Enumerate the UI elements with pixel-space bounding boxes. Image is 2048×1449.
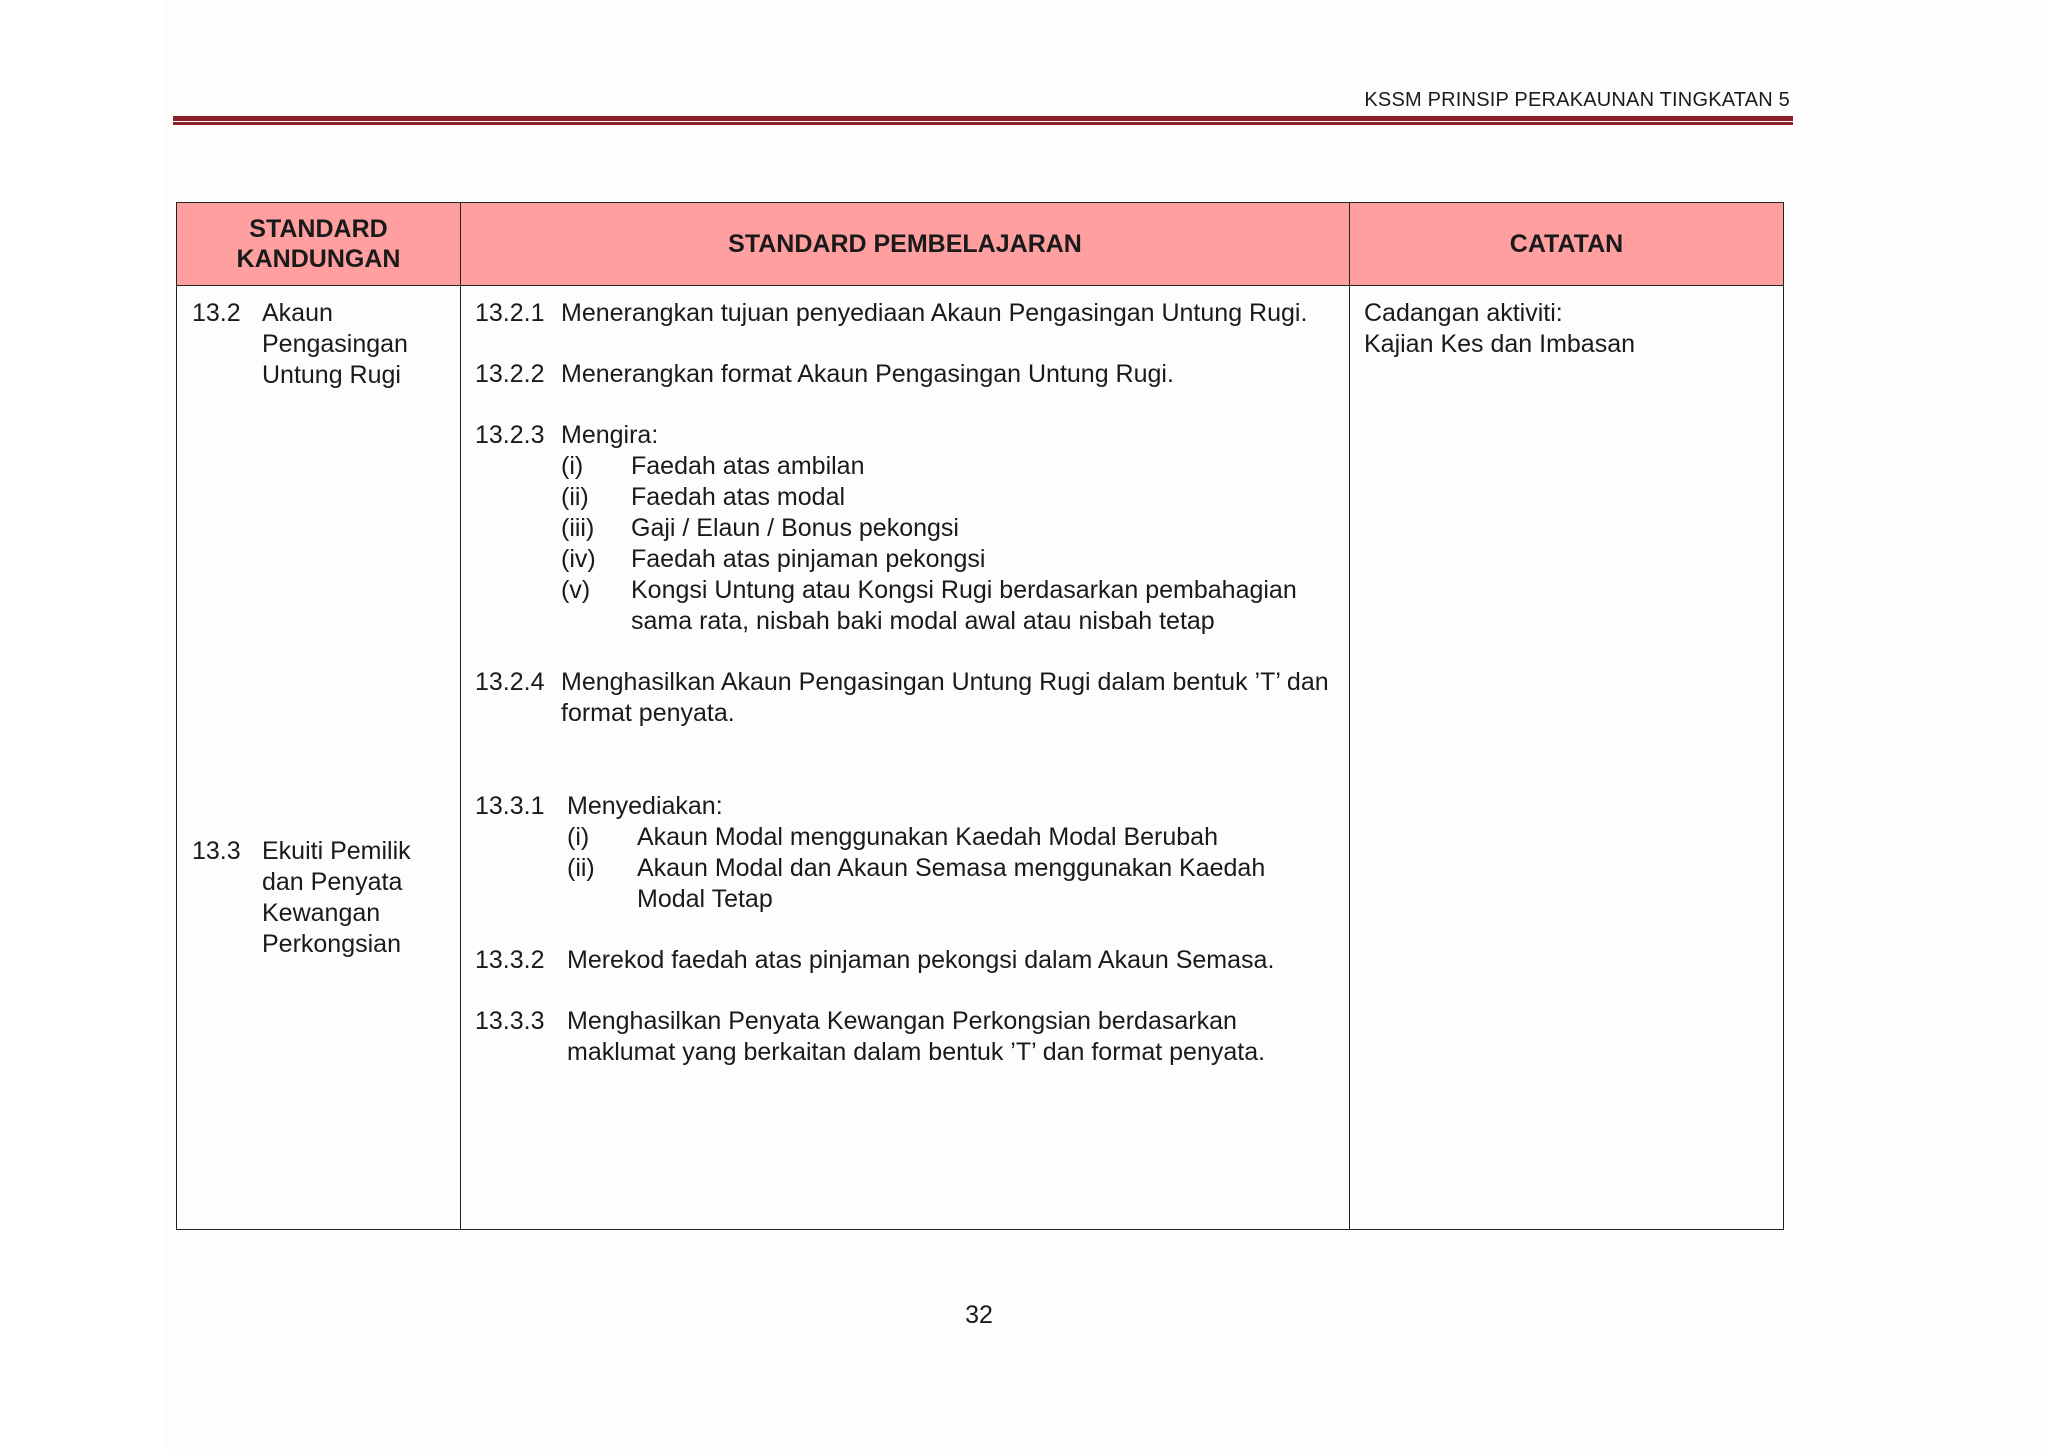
pembelajaran-item <box>475 1006 1340 1068</box>
sub-item-number: (iv) <box>561 545 596 573</box>
sub-item-text: Gaji / Elaun / Bonus pekongsi <box>631 514 959 542</box>
pembelajaran-item <box>475 791 1340 915</box>
pembelajaran-number: 13.3.2 <box>475 946 545 974</box>
kandungan-item <box>178 298 459 391</box>
column-header-kandungan-label: STANDARD KANDUNGAN <box>236 215 401 273</box>
pembelajaran-number: 13.2.4 <box>475 668 545 696</box>
kandungan-number: 13.2 <box>192 299 241 327</box>
sub-item-text: Faedah atas ambilan <box>631 452 865 480</box>
catatan-line: Kajian Kes dan Imbasan <box>1364 330 1636 358</box>
sub-item <box>561 513 1340 544</box>
column-header-pembelajaran: STANDARD PEMBELAJARAN <box>461 203 1350 286</box>
pembelajaran-item <box>475 298 1340 329</box>
sub-item <box>561 544 1340 575</box>
sub-item-number: (i) <box>567 823 590 851</box>
header-rule <box>173 116 1793 121</box>
pembelajaran-text: Menerangkan tujuan penyediaan Akaun Pengasingan Untung Rugi. <box>561 299 1308 327</box>
pembelajaran-text: Menerangkan format Akaun Pengasingan Untung Rugi. <box>561 360 1174 388</box>
pembelajaran-number: 13.3.1 <box>475 792 545 820</box>
cell-catatan <box>1350 286 1784 1230</box>
sub-item-number: (ii) <box>567 854 595 882</box>
sub-item-text: Akaun Modal menggunakan Kaedah Modal Berubah <box>637 823 1218 851</box>
sub-item-text: Kongsi Untung atau Kongsi Rugi berdasarkan pembahagian sama rata, nisbah baki modal awal atau nisbah tetap <box>631 576 1297 635</box>
catatan-line: Cadangan aktiviti: <box>1364 299 1563 327</box>
sub-item <box>561 482 1340 513</box>
pembelajaran-text: Menghasilkan Akaun Pengasingan Untung Rugi dalam bentuk ’T’ dan format penyata. <box>561 668 1329 727</box>
cell-kandungan <box>177 286 461 1230</box>
pembelajaran-number: 13.3.3 <box>475 1007 545 1035</box>
sub-item-number: (i) <box>561 452 584 480</box>
table-row <box>177 286 1784 1230</box>
sub-item-text: Akaun Modal dan Akaun Semasa menggunakan Kaedah Modal Tetap <box>637 854 1266 913</box>
sub-item-number: (ii) <box>561 483 589 511</box>
pembelajaran-item <box>475 420 1340 637</box>
sub-item-number: (v) <box>561 576 591 604</box>
sub-item <box>567 822 1340 853</box>
sub-item <box>561 451 1340 482</box>
kandungan-text: Akaun Pengasingan Untung Rugi <box>262 299 408 389</box>
document-header-title: KSSM PRINSIP PERAKAUNAN TINGKATAN 5 <box>1364 89 1790 111</box>
column-header-catatan: CATATAN <box>1350 203 1784 286</box>
page-number: 32 <box>965 1301 993 1329</box>
sub-item-number: (iii) <box>561 514 595 542</box>
pembelajaran-number: 13.2.2 <box>475 360 545 388</box>
pembelajaran-item <box>475 945 1340 976</box>
pembelajaran-text: Merekod faedah atas pinjaman pekongsi dalam Akaun Semasa. <box>567 946 1275 974</box>
sub-item-text: Faedah atas pinjaman pekongsi <box>631 545 986 573</box>
sub-item <box>561 575 1340 637</box>
kandungan-text: Ekuiti Pemilik dan Penyata Kewangan Perkongsian <box>262 837 411 958</box>
pembelajaran-item <box>475 667 1340 729</box>
pembelajaran-number: 13.2.3 <box>475 421 545 449</box>
pembelajaran-text: Menyediakan: <box>567 792 723 820</box>
table-header-row <box>177 203 1784 286</box>
pembelajaran-number: 13.2.1 <box>475 299 545 327</box>
pembelajaran-text: Menghasilkan Penyata Kewangan Perkongsian berdasarkan maklumat yang berkaitan dalam bentuk ’T’ dan format penyata. <box>567 1007 1266 1066</box>
column-header-kandungan <box>177 203 461 286</box>
sub-item <box>567 853 1340 915</box>
header-rule-secondary <box>173 122 1793 125</box>
pembelajaran-text: Mengira: <box>561 421 659 449</box>
kandungan-item <box>178 836 459 960</box>
sub-item-text: Faedah atas modal <box>631 483 846 511</box>
kandungan-number: 13.3 <box>192 837 241 865</box>
pembelajaran-item <box>475 359 1340 390</box>
standards-table <box>176 202 1784 1230</box>
cell-pembelajaran <box>461 286 1350 1230</box>
